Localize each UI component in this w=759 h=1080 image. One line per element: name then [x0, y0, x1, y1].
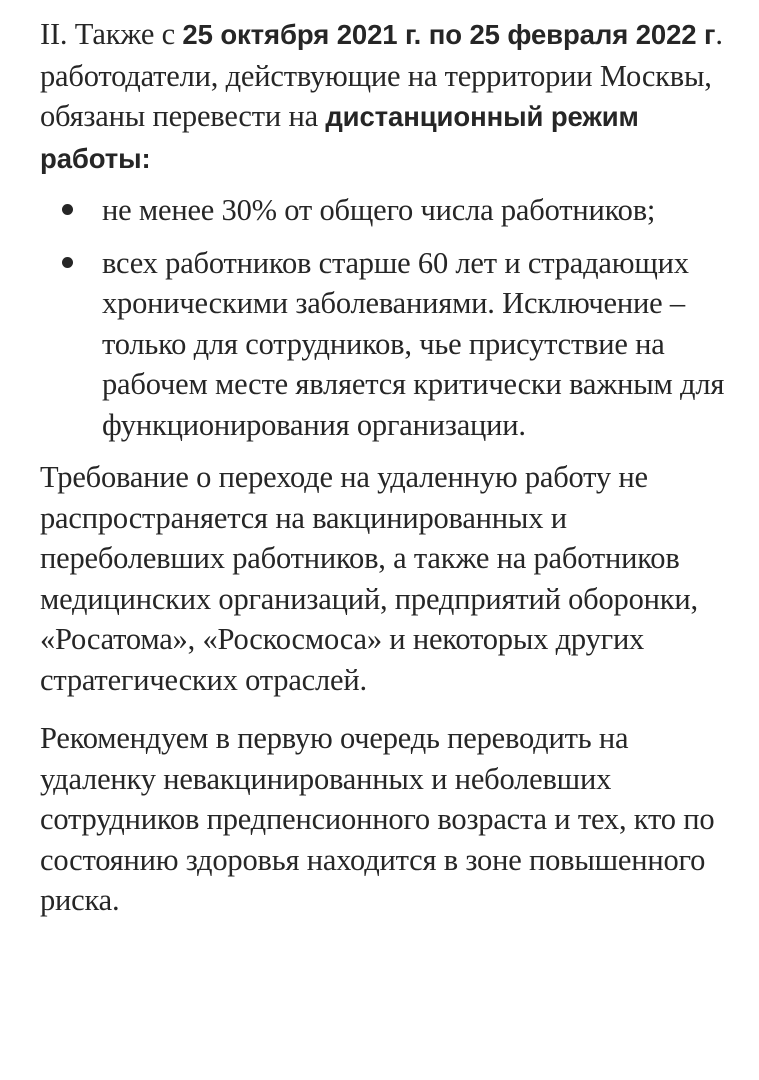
list-item-text: не менее 30% от общего числа работников;: [102, 193, 656, 227]
list-item: [40, 190, 730, 231]
remote-mode-label: дистанционный режим работы:: [40, 101, 639, 174]
list-item-text: всех работников старше 60 лет и страдающих хроническими заболеваниями. Исключение – только для сотрудников, чье присутствие на рабочем месте является критически важным для функционирования организации.: [102, 245, 725, 442]
bullet-icon: [62, 204, 73, 215]
recommendation-paragraph: Рекомендуем в первую очередь переводить на удаленку невакцинированных и неболевших сотрудников предпенсионного возраста и тех, кто по состоянию здоровья находится в зоне повышенного риска.: [40, 721, 715, 917]
article-body: [40, 14, 730, 921]
requirements-list: [40, 190, 730, 445]
intro-middle: . работодатели, действующие на территории Москвы, обязаны перевести на: [40, 17, 723, 133]
list-item: [40, 243, 730, 446]
intro-paragraph: [40, 14, 730, 179]
date-range: 25 октября 2021 г. по 25 февраля 2022 г: [182, 19, 716, 50]
intro-prefix: II. Также с: [40, 17, 183, 51]
bullet-icon: [62, 257, 73, 268]
requirement-paragraph: Требование о переходе на удаленную работу не распространяется на вакцинированных и переболевших работников, а также на работников медицинских организаций, предприятий оборонки, «Росатома», «Роскосмоса» и некоторых других стратегических отраслей.: [40, 460, 698, 697]
